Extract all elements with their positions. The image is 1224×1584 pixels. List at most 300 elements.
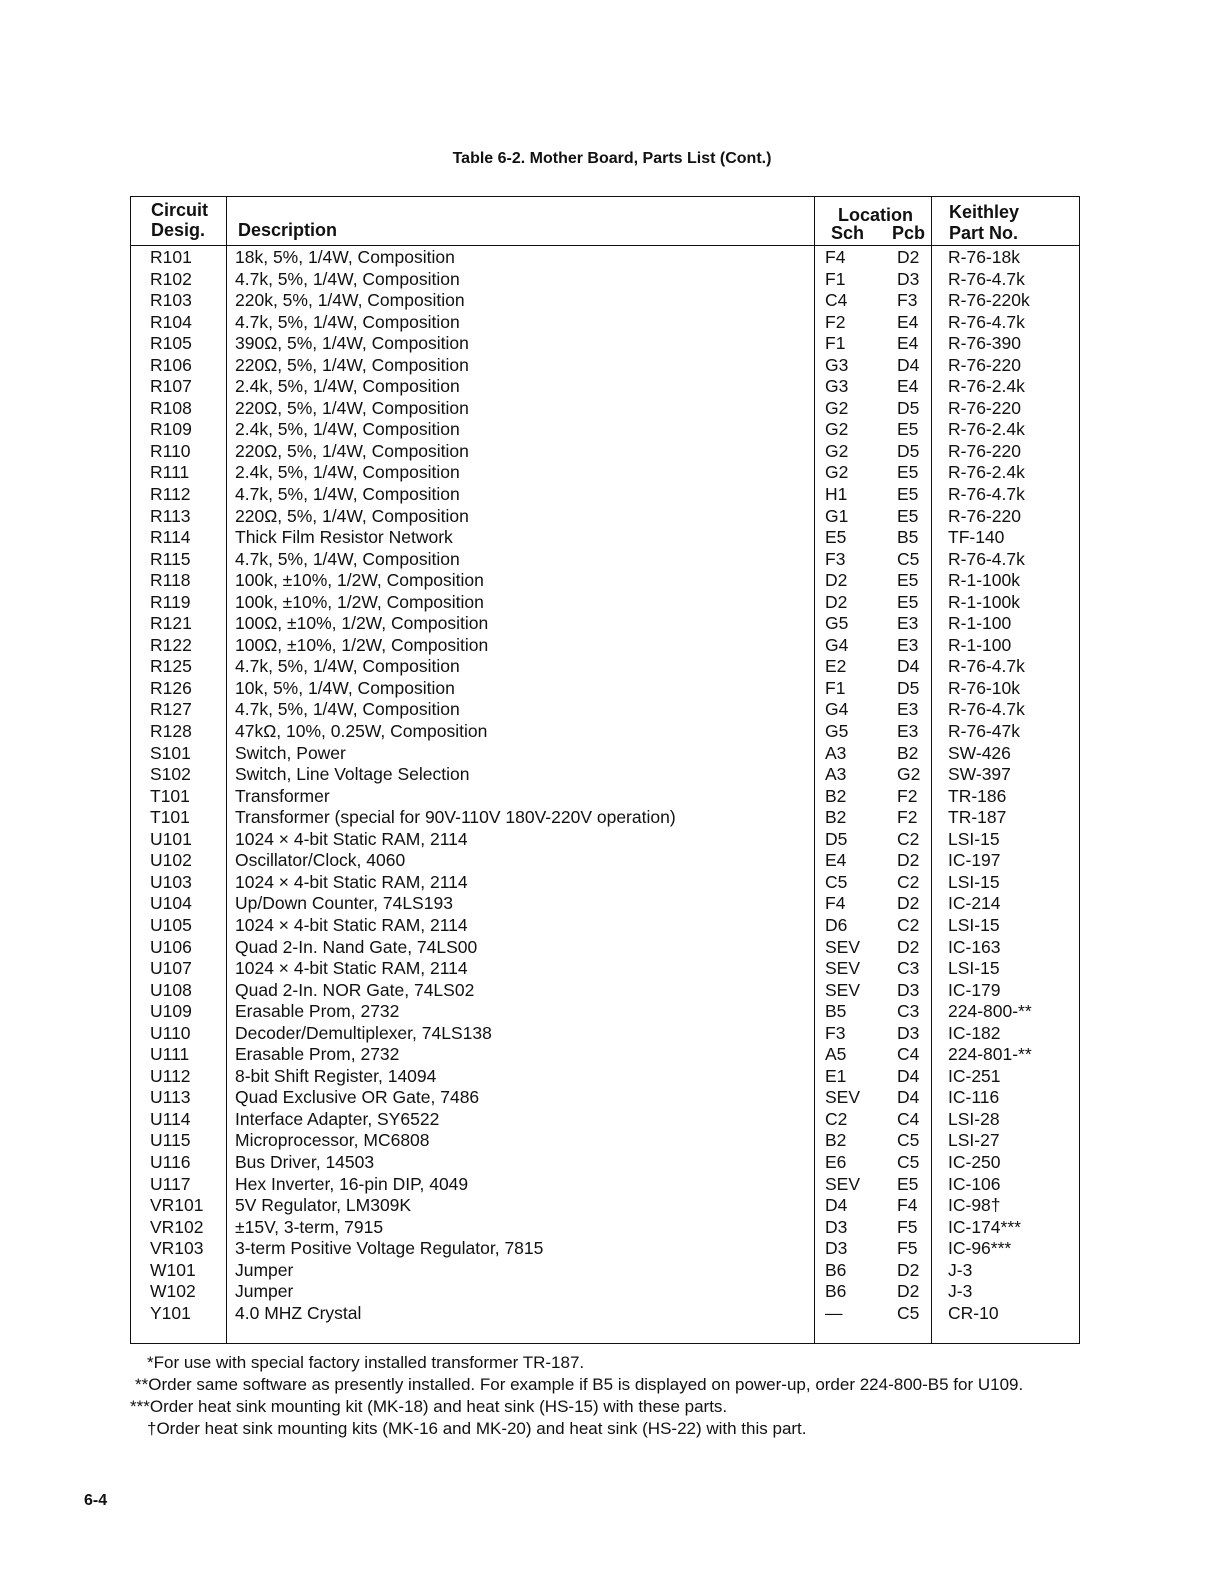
circuit-desig-cell: U102 — [150, 850, 192, 871]
circuit-desig-cell: R113 — [150, 505, 191, 526]
location-sch-cell: B2 — [825, 785, 847, 806]
part-no-cell: R-76-4.7k — [948, 548, 1025, 569]
location-sch-cell: G2 — [825, 419, 849, 440]
table-row — [131, 1217, 1079, 1239]
location-pcb-cell: D4 — [897, 354, 920, 375]
location-sch-cell: D3 — [825, 1238, 848, 1259]
location-pcb-cell: E5 — [897, 1173, 919, 1194]
part-no-cell: IC-214 — [948, 893, 1001, 914]
circuit-desig-cell: R115 — [150, 548, 191, 569]
description-cell: 1024 × 4-bit Static RAM, 2114 — [235, 958, 468, 979]
location-pcb-cell: C5 — [897, 1151, 920, 1172]
table-row — [131, 1238, 1079, 1260]
part-no-cell: LSI-15 — [948, 871, 1000, 892]
location-sch-cell: SEV — [825, 1087, 861, 1108]
table-row — [131, 506, 1079, 528]
location-sch-cell: F3 — [825, 548, 846, 569]
part-no-cell: R-76-220 — [948, 505, 1021, 526]
circuit-desig-cell: R102 — [150, 268, 192, 289]
table-row — [131, 269, 1079, 291]
location-pcb-cell: D3 — [897, 1022, 920, 1043]
circuit-desig-cell: U113 — [150, 1087, 191, 1108]
location-pcb-cell: E5 — [897, 484, 919, 505]
header-location: Location — [838, 205, 913, 225]
part-no-cell: IC-98† — [948, 1195, 1001, 1216]
location-sch-cell: G5 — [825, 721, 849, 742]
description-cell: 4.7k, 5%, 1/4W, Composition — [235, 311, 460, 332]
description-cell: 1024 × 4-bit Static RAM, 2114 — [235, 828, 468, 849]
header-keithley: Keithley — [949, 202, 1020, 222]
table-row — [131, 743, 1079, 765]
location-sch-cell: G3 — [825, 354, 849, 375]
location-pcb-cell: D5 — [897, 677, 920, 698]
location-sch-cell: SEV — [825, 936, 861, 957]
table-row — [131, 958, 1079, 980]
location-pcb-cell: B2 — [897, 742, 919, 763]
location-pcb-cell: F2 — [897, 807, 918, 828]
description-cell: 100Ω, ±10%, 1/2W, Composition — [235, 613, 489, 634]
location-sch-cell: B2 — [825, 807, 847, 828]
location-sch-cell: F4 — [825, 247, 846, 267]
part-no-cell: LSI-15 — [948, 828, 1000, 849]
circuit-desig-cell: U116 — [150, 1151, 191, 1172]
circuit-desig-cell: R105 — [150, 333, 192, 354]
circuit-desig-cell: R101 — [150, 247, 192, 267]
table-row — [131, 1044, 1079, 1066]
circuit-desig-cell: R118 — [150, 570, 191, 591]
circuit-desig-cell: U112 — [150, 1065, 191, 1086]
part-no-cell: R-76-220 — [948, 354, 1021, 375]
footnote: †Order heat sink mounting kits (MK-16 and MK-20) and heat sink (HS-22) with this part. — [147, 1419, 807, 1438]
location-sch-cell: G4 — [825, 634, 849, 655]
part-no-cell: 224-801-** — [948, 1044, 1032, 1065]
location-sch-cell: SEV — [825, 1173, 861, 1194]
circuit-desig-cell: R121 — [150, 613, 192, 634]
location-sch-cell: D6 — [825, 914, 848, 935]
table-row — [131, 549, 1079, 571]
description-cell: 1024 × 4-bit Static RAM, 2114 — [235, 871, 468, 892]
description-cell: 220k, 5%, 1/4W, Composition — [235, 290, 465, 311]
footnote: ***Order heat sink mounting kit (MK-18) and heat sink (HS-15) with these parts. — [130, 1397, 728, 1416]
location-sch-cell: E6 — [825, 1151, 847, 1172]
description-cell: 47kΩ, 10%, 0.25W, Composition — [235, 721, 488, 742]
location-sch-cell: G4 — [825, 699, 849, 720]
circuit-desig-cell: R114 — [150, 527, 191, 548]
location-sch-cell: G3 — [825, 376, 849, 397]
circuit-desig-cell: T101 — [150, 785, 190, 806]
table-row — [131, 462, 1079, 484]
location-sch-cell: F1 — [825, 677, 846, 698]
part-no-cell: SW-397 — [948, 764, 1011, 785]
part-no-cell: R-76-390 — [948, 333, 1021, 354]
circuit-desig-cell: U117 — [150, 1173, 191, 1194]
description-cell: Microprocessor, MC6808 — [235, 1130, 430, 1151]
header-circuit: Circuit — [151, 200, 209, 220]
circuit-desig-cell: W102 — [150, 1281, 196, 1302]
location-sch-cell: G2 — [825, 440, 849, 461]
footnote — [130, 1374, 1080, 1396]
header-divider — [131, 245, 1079, 246]
description-cell: Erasable Prom, 2732 — [235, 1044, 400, 1065]
part-no-cell: R-76-220 — [948, 397, 1021, 418]
part-no-cell: IC-251 — [948, 1065, 1001, 1086]
description-cell: 4.7k, 5%, 1/4W, Composition — [235, 268, 460, 289]
description-cell: Interface Adapter, SY6522 — [235, 1108, 440, 1129]
part-no-cell: R-1-100k — [948, 570, 1020, 591]
description-cell: Erasable Prom, 2732 — [235, 1001, 400, 1022]
location-sch-cell: G2 — [825, 462, 849, 483]
part-no-cell: CR-10 — [948, 1302, 999, 1323]
part-no-cell: R-76-47k — [948, 721, 1020, 742]
table-row — [131, 764, 1079, 786]
circuit-desig-cell: U114 — [150, 1108, 191, 1129]
circuit-desig-cell: R106 — [150, 354, 192, 375]
description-cell: Hex Inverter, 16-pin DIP, 4049 — [235, 1173, 469, 1194]
circuit-desig-cell: U101 — [150, 828, 192, 849]
circuit-desig-cell: R110 — [150, 440, 191, 461]
description-cell: Transformer (special for 90V-110V 180V-220V operation) — [235, 807, 676, 828]
table-row — [131, 915, 1079, 937]
header-part-no: Part No. — [949, 223, 1019, 243]
circuit-desig-cell: R125 — [150, 656, 192, 677]
location-sch-cell: B6 — [825, 1259, 847, 1280]
table-row — [131, 1260, 1079, 1282]
table-row — [131, 1281, 1079, 1303]
location-pcb-cell: E4 — [897, 376, 919, 397]
location-pcb-cell: C4 — [897, 1044, 920, 1065]
location-pcb-cell: E3 — [897, 613, 919, 634]
circuit-desig-cell: U111 — [150, 1044, 190, 1065]
part-no-cell: R-76-2.4k — [948, 462, 1025, 483]
circuit-desig-cell: U109 — [150, 1001, 192, 1022]
footnote: *For use with special factory installed transformer TR-187. — [147, 1353, 585, 1372]
location-sch-cell: F4 — [825, 893, 846, 914]
location-pcb-cell: C2 — [897, 828, 920, 849]
location-sch-cell: F1 — [825, 268, 846, 289]
description-cell: 3-term Positive Voltage Regulator, 7815 — [235, 1238, 544, 1259]
part-no-cell: R-1-100 — [948, 634, 1012, 655]
part-no-cell: TR-187 — [948, 807, 1007, 828]
table-row — [131, 635, 1079, 657]
location-pcb-cell: D2 — [897, 1281, 920, 1302]
location-sch-cell: E4 — [825, 850, 847, 871]
table-row — [131, 1152, 1079, 1174]
location-pcb-cell: D2 — [897, 893, 920, 914]
part-no-cell: R-1-100k — [948, 591, 1020, 612]
location-sch-cell: B6 — [825, 1281, 847, 1302]
location-pcb-cell: D3 — [897, 268, 920, 289]
table-row — [131, 850, 1079, 872]
location-pcb-cell: E3 — [897, 699, 919, 720]
table-row — [131, 592, 1079, 614]
location-pcb-cell: B5 — [897, 527, 919, 548]
part-no-cell: IC-182 — [948, 1022, 1001, 1043]
location-pcb-cell: D4 — [897, 1087, 920, 1108]
circuit-desig-cell: U108 — [150, 979, 192, 1000]
location-sch-cell: C5 — [825, 871, 848, 892]
location-sch-cell: A3 — [825, 742, 847, 763]
description-cell: Quad 2-In. NOR Gate, 74LS02 — [235, 979, 475, 1000]
table-row — [131, 398, 1079, 420]
table-row — [131, 807, 1079, 829]
location-pcb-cell: E4 — [897, 311, 919, 332]
circuit-desig-cell: R127 — [150, 699, 192, 720]
part-no-cell: IC-96*** — [948, 1238, 1012, 1259]
location-sch-cell: B5 — [825, 1001, 847, 1022]
description-cell: ±15V, 3-term, 7915 — [235, 1216, 384, 1237]
description-cell: Switch, Power — [235, 742, 346, 763]
circuit-desig-cell: R126 — [150, 677, 192, 698]
location-pcb-cell: D4 — [897, 656, 920, 677]
table-title: Table 6-2. Mother Board, Parts List (Cont.) — [452, 150, 772, 167]
page-number: 6-4 — [84, 1492, 108, 1509]
part-no-cell: LSI-15 — [948, 958, 1000, 979]
description-cell: Up/Down Counter, 74LS193 — [235, 893, 453, 914]
location-sch-cell: A5 — [825, 1044, 847, 1065]
circuit-desig-cell: W101 — [150, 1259, 196, 1280]
circuit-desig-cell: R108 — [150, 397, 192, 418]
location-pcb-cell: F3 — [897, 290, 918, 311]
part-no-cell: TF-140 — [948, 527, 1005, 548]
table-row — [131, 419, 1079, 441]
location-pcb-cell: C3 — [897, 1001, 920, 1022]
table-row — [131, 333, 1079, 355]
description-cell: Quad 2-In. Nand Gate, 74LS00 — [235, 936, 478, 957]
parts-table — [130, 196, 1080, 1344]
table-row — [131, 1174, 1079, 1196]
table-row — [131, 980, 1079, 1002]
location-pcb-cell: D2 — [897, 936, 920, 957]
location-sch-cell: D4 — [825, 1195, 848, 1216]
description-cell: 220Ω, 5%, 1/4W, Composition — [235, 354, 469, 375]
description-cell: 100Ω, ±10%, 1/2W, Composition — [235, 634, 489, 655]
circuit-desig-cell: R122 — [150, 634, 192, 655]
description-cell: 100k, ±10%, 1/2W, Composition — [235, 570, 484, 591]
location-pcb-cell: C5 — [897, 1130, 920, 1151]
location-pcb-cell: E5 — [897, 591, 919, 612]
description-cell: 8-bit Shift Register, 14094 — [235, 1065, 437, 1086]
location-pcb-cell: E5 — [897, 570, 919, 591]
location-pcb-cell: D2 — [897, 1259, 920, 1280]
table-row — [131, 527, 1079, 549]
table-row — [131, 484, 1079, 506]
location-sch-cell: F3 — [825, 1022, 846, 1043]
part-no-cell: J-3 — [948, 1281, 973, 1302]
circuit-desig-cell: Y101 — [150, 1302, 191, 1323]
header-sch: Sch — [831, 223, 865, 243]
circuit-desig-cell: U107 — [150, 958, 192, 979]
circuit-desig-cell: R112 — [150, 484, 191, 505]
location-pcb-cell: D2 — [897, 850, 920, 871]
circuit-desig-cell: U115 — [150, 1130, 191, 1151]
description-cell: 220Ω, 5%, 1/4W, Composition — [235, 440, 469, 461]
circuit-desig-cell: VR103 — [150, 1238, 204, 1259]
location-pcb-cell: F5 — [897, 1238, 918, 1259]
table-row — [131, 355, 1079, 377]
table-row — [131, 376, 1079, 398]
circuit-desig-cell: U106 — [150, 936, 192, 957]
circuit-desig-cell: R104 — [150, 311, 192, 332]
circuit-desig-cell: VR102 — [150, 1216, 204, 1237]
circuit-desig-cell: VR101 — [150, 1195, 204, 1216]
description-cell: 4.7k, 5%, 1/4W, Composition — [235, 548, 460, 569]
location-sch-cell: D3 — [825, 1216, 848, 1237]
location-pcb-cell: F2 — [897, 785, 918, 806]
description-cell: 5V Regulator, LM309K — [235, 1195, 412, 1216]
table-row — [131, 1001, 1079, 1023]
description-cell: 2.4k, 5%, 1/4W, Composition — [235, 419, 460, 440]
part-no-cell: J-3 — [948, 1259, 973, 1280]
part-no-cell: R-76-4.7k — [948, 656, 1025, 677]
footnote-text: **Order same software as presently installed. For example if B5 is displayed on power-up, order 224-800-B5 for U109. — [135, 1375, 1024, 1394]
description-cell: 4.0 MHZ Crystal — [235, 1302, 362, 1323]
location-pcb-cell: D4 — [897, 1065, 920, 1086]
location-sch-cell: G1 — [825, 505, 849, 526]
description-cell: 10k, 5%, 1/4W, Composition — [235, 677, 455, 698]
table-row — [131, 656, 1079, 678]
location-sch-cell: D2 — [825, 570, 848, 591]
circuit-desig-cell: R111 — [150, 462, 190, 483]
description-cell: Transformer — [235, 785, 330, 806]
location-sch-cell: E1 — [825, 1065, 847, 1086]
part-no-cell: R-76-4.7k — [948, 268, 1025, 289]
table-row — [131, 786, 1079, 808]
table-row — [131, 893, 1079, 915]
circuit-desig-cell: R119 — [150, 591, 191, 612]
description-cell: 4.7k, 5%, 1/4W, Composition — [235, 484, 460, 505]
table-row — [131, 1023, 1079, 1045]
location-sch-cell: G2 — [825, 397, 849, 418]
location-pcb-cell: D2 — [897, 247, 920, 267]
circuit-desig-cell: U104 — [150, 893, 192, 914]
circuit-desig-cell: R128 — [150, 721, 192, 742]
part-no-cell: IC-179 — [948, 979, 1001, 1000]
table-row — [131, 699, 1079, 721]
location-pcb-cell: E5 — [897, 505, 919, 526]
header-pcb: Pcb — [892, 223, 926, 243]
location-pcb-cell: D3 — [897, 979, 920, 1000]
description-cell: 4.7k, 5%, 1/4W, Composition — [235, 656, 460, 677]
location-sch-cell: C4 — [825, 290, 848, 311]
description-cell: 2.4k, 5%, 1/4W, Composition — [235, 462, 460, 483]
description-cell: 18k, 5%, 1/4W, Composition — [235, 247, 455, 267]
location-pcb-cell: G2 — [897, 764, 921, 785]
table-row — [131, 721, 1079, 743]
circuit-desig-cell: R109 — [150, 419, 192, 440]
location-sch-cell: G5 — [825, 613, 849, 634]
table-row — [131, 1087, 1079, 1109]
location-pcb-cell: E5 — [897, 462, 919, 483]
table-row — [131, 1066, 1079, 1088]
part-no-cell: R-76-4.7k — [948, 699, 1025, 720]
description-cell: Bus Driver, 14503 — [235, 1151, 375, 1172]
header-description: Description — [238, 220, 338, 240]
circuit-desig-cell: R107 — [150, 376, 192, 397]
description-cell: Oscillator/Clock, 4060 — [235, 850, 406, 871]
location-pcb-cell: D5 — [897, 440, 920, 461]
description-cell: Switch, Line Voltage Selection — [235, 764, 470, 785]
part-no-cell: R-76-4.7k — [948, 484, 1025, 505]
location-sch-cell: B2 — [825, 1130, 847, 1151]
circuit-desig-cell: S102 — [150, 764, 191, 785]
location-sch-cell: SEV — [825, 958, 861, 979]
part-no-cell: R-76-220k — [948, 290, 1030, 311]
part-no-cell: IC-106 — [948, 1173, 1001, 1194]
location-sch-cell: E5 — [825, 527, 847, 548]
location-pcb-cell: C4 — [897, 1108, 920, 1129]
location-sch-cell: F1 — [825, 333, 846, 354]
part-no-cell: R-76-2.4k — [948, 376, 1025, 397]
table-row — [131, 937, 1079, 959]
table-row — [131, 312, 1079, 334]
table-row — [131, 1130, 1079, 1152]
circuit-desig-cell: U103 — [150, 871, 192, 892]
table-row — [131, 290, 1079, 312]
location-pcb-cell: E3 — [897, 721, 919, 742]
location-pcb-cell: E3 — [897, 634, 919, 655]
part-no-cell: SW-426 — [948, 742, 1011, 763]
location-pcb-cell: D5 — [897, 397, 920, 418]
description-cell: 2.4k, 5%, 1/4W, Composition — [235, 376, 460, 397]
part-no-cell: LSI-27 — [948, 1130, 1000, 1151]
part-no-cell: IC-174*** — [948, 1216, 1021, 1237]
table-row — [131, 678, 1079, 700]
part-no-cell: IC-163 — [948, 936, 1001, 957]
description-cell: Quad Exclusive OR Gate, 7486 — [235, 1087, 480, 1108]
part-no-cell: IC-250 — [948, 1151, 1001, 1172]
part-no-cell: R-76-2.4k — [948, 419, 1025, 440]
location-pcb-cell: C5 — [897, 1302, 920, 1323]
description-cell: 100k, ±10%, 1/2W, Composition — [235, 591, 484, 612]
table-row — [131, 613, 1079, 635]
header-desig: Desig. — [151, 220, 206, 240]
table-row — [131, 1109, 1079, 1131]
description-cell: Decoder/Demultiplexer, 74LS138 — [235, 1022, 492, 1043]
circuit-desig-cell: U105 — [150, 914, 192, 935]
table-row — [131, 872, 1079, 894]
table-row — [131, 441, 1079, 463]
location-pcb-cell: C3 — [897, 958, 920, 979]
table-row — [131, 1303, 1079, 1325]
part-no-cell: LSI-15 — [948, 914, 1000, 935]
table-row — [131, 829, 1079, 851]
part-no-cell: LSI-28 — [948, 1108, 1000, 1129]
location-pcb-cell: C2 — [897, 914, 920, 935]
location-pcb-cell: E4 — [897, 333, 919, 354]
table-row — [131, 1195, 1079, 1217]
part-no-cell: 224-800-** — [948, 1001, 1032, 1022]
table-row — [131, 247, 1079, 269]
circuit-desig-cell: U110 — [150, 1022, 191, 1043]
circuit-desig-cell: R103 — [150, 290, 192, 311]
description-cell: Thick Film Resistor Network — [235, 527, 453, 548]
part-no-cell: R-76-4.7k — [948, 311, 1025, 332]
part-no-cell: IC-197 — [948, 850, 1001, 871]
location-sch-cell: C2 — [825, 1108, 848, 1129]
description-cell: 390Ω, 5%, 1/4W, Composition — [235, 333, 469, 354]
location-sch-cell: F2 — [825, 311, 846, 332]
footnotes — [130, 1352, 1080, 1440]
location-pcb-cell: F4 — [897, 1195, 918, 1216]
description-cell: Jumper — [235, 1281, 294, 1302]
part-no-cell: R-76-10k — [948, 677, 1020, 698]
description-cell: 220Ω, 5%, 1/4W, Composition — [235, 505, 469, 526]
location-sch-cell: E2 — [825, 656, 847, 677]
description-cell: 220Ω, 5%, 1/4W, Composition — [235, 397, 469, 418]
description-cell: Jumper — [235, 1259, 294, 1280]
location-pcb-cell: E5 — [897, 419, 919, 440]
description-cell: 1024 × 4-bit Static RAM, 2114 — [235, 914, 468, 935]
